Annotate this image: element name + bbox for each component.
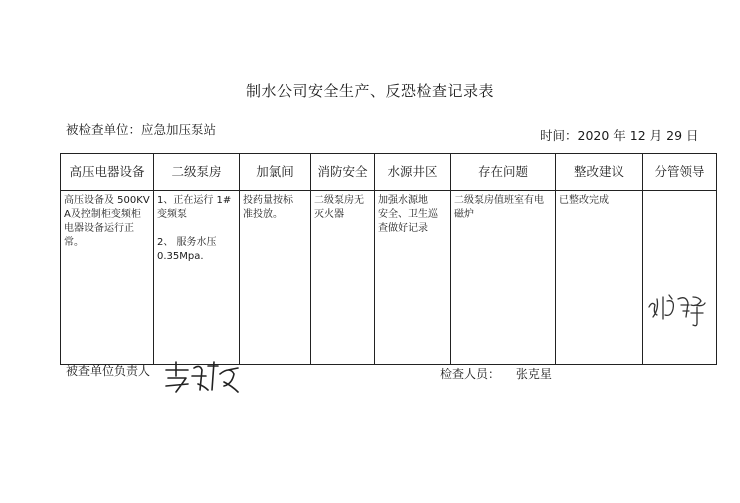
inspection-table: [60, 153, 717, 365]
cell-text: 高压设备及 500KV A及控制柜变频柜 电器设备运行正 常。: [64, 195, 150, 248]
inspected-unit-label: 被检查单位：: [66, 122, 142, 137]
date-value: 2020 年 12 月 29 日: [577, 128, 699, 143]
cell-text: 二级泵房值班室有电 磁炉: [454, 195, 544, 220]
table-cell: [61, 191, 154, 365]
table-row: [61, 191, 717, 365]
table-cell: [451, 191, 556, 365]
header-cell: 存在问题: [451, 154, 556, 191]
table-cell: [240, 191, 311, 365]
responsible-signature: [158, 356, 258, 396]
header-cell: 加氯间: [240, 154, 311, 191]
table-cell: [154, 191, 240, 365]
table-header-row: [61, 154, 717, 191]
header-cell: 整改建议: [556, 154, 643, 191]
inspector-label: 检查人员：: [440, 367, 501, 381]
inspector-line: [440, 365, 552, 382]
date-label: 时间：: [540, 128, 578, 143]
table-cell: [375, 191, 451, 365]
inspector-name: 张克星: [515, 367, 552, 381]
header-cell: 水源井区: [375, 154, 451, 191]
cell-text: 投药量按标 准投放。: [243, 195, 293, 220]
leader-signature: [645, 287, 713, 327]
header-cell: 高压电器设备: [61, 154, 154, 191]
leader-signature-cell: [643, 191, 717, 365]
inspected-unit-line: [66, 120, 216, 138]
date-line: [540, 126, 699, 144]
header-cell: 消防安全: [311, 154, 375, 191]
responsible-label: 被查单位负责人: [66, 364, 151, 378]
cell-text: 加强水源地 安全、卫生巡 查做好记录: [378, 195, 438, 234]
cell-text: 已整改完成: [559, 195, 609, 206]
header-cell: 二级泵房: [154, 154, 240, 191]
cell-text: 二级泵房无 灭火器: [314, 195, 364, 220]
table-cell: [556, 191, 643, 365]
responsible-person-line: [66, 362, 150, 379]
table-cell: [311, 191, 375, 365]
header-cell: 分管领导: [643, 154, 717, 191]
document-title: 制水公司安全生产、反恐检查记录表: [245, 82, 494, 100]
inspected-unit-value: 应急加压泵站: [141, 122, 217, 137]
cell-text: 1、正在运行 1# 变频泵 2、 服务水压 0.35Mpa.: [157, 195, 232, 262]
